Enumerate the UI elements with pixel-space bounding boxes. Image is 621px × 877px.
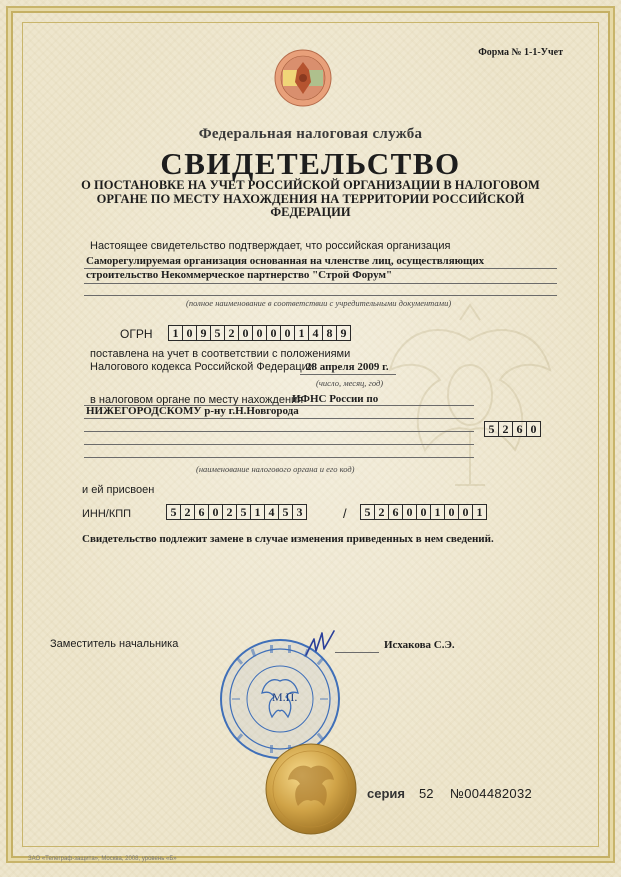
eagle-watermark [380, 300, 560, 500]
kpp-digit: 2 [375, 505, 389, 519]
org-name-hint: (полное наименование в соответствии с учредительными документами) [186, 298, 452, 308]
inn-kpp-slash: / [343, 506, 347, 521]
ogrn-digit: 0 [253, 326, 267, 340]
org-name-underline3 [84, 295, 557, 296]
inn-digit: 3 [296, 505, 303, 519]
inn-digit: 0 [209, 505, 223, 519]
inn-digit: 4 [265, 505, 279, 519]
kpp-digit: 0 [459, 505, 473, 519]
ogrn-digit: 0 [281, 326, 295, 340]
certificate-number: №004482032 [450, 786, 533, 801]
tax-office-code-digit: 5 [485, 422, 499, 436]
tax-office-hint: (наименование налогового органа и его код) [196, 464, 355, 474]
form-number: Форма № 1-1-Учет [478, 47, 563, 58]
org-name-line1: Саморегулируемая организация основанная на членстве лиц, осуществляющих [86, 255, 485, 267]
kpp-digit: 1 [431, 505, 445, 519]
ogrn-digit: 0 [267, 326, 281, 340]
date-underline [300, 374, 396, 375]
tax-office-code-digit: 6 [513, 422, 527, 436]
ogrn-digit: 9 [340, 326, 347, 340]
inn-cells [166, 504, 307, 520]
date-hint: (число, месяц, год) [316, 378, 384, 388]
series-value: 52 [419, 786, 434, 801]
notice-text: Свидетельство подлежит замене в случае изменения приведенных в нем сведений. [82, 533, 494, 545]
ogrn-cells [168, 325, 351, 341]
tax-office-code-cells [484, 421, 541, 437]
document-subtitle: О ПОСТАНОВКЕ НА УЧЕТ РОССИЙСКОЙ ОРГАНИЗАЦИИ В НАЛОГОВОМ ОРГАНЕ ПО МЕСТУ НАХОЖДЕНИЯ НА ТЕРРИТОРИИ РОССИЙСКОЙ ФЕДЕРАЦИИ [81, 178, 540, 219]
kpp-digit: 6 [389, 505, 403, 519]
inn-digit: 6 [195, 505, 209, 519]
inn-digit: 5 [167, 505, 181, 519]
tax-office-underline5 [84, 457, 474, 458]
gold-seal [264, 742, 358, 836]
kpp-digit: 0 [403, 505, 417, 519]
inn-kpp-label: ИНН/КПП [82, 508, 132, 520]
ogrn-digit: 4 [309, 326, 323, 340]
org-name-line2: строительство Некоммерческое партнерство "Строй Форум" [86, 269, 393, 281]
inn-digit: 1 [251, 505, 265, 519]
org-name-underline2 [84, 283, 557, 284]
document-title: СВИДЕТЕЛЬСТВО [160, 146, 461, 181]
ogrn-digit: 1 [169, 326, 183, 340]
handwritten-signature [300, 625, 340, 665]
ogrn-digit: 0 [239, 326, 253, 340]
agency-name: Федеральная налоговая служба [198, 126, 423, 142]
kpp-digit: 0 [417, 505, 431, 519]
ogrn-digit: 1 [295, 326, 309, 340]
kpp-digit: 1 [476, 505, 483, 519]
intro-text: Настоящее свидетельство подтверждает, что российская организация [90, 240, 451, 252]
ogrn-digit: 9 [197, 326, 211, 340]
tax-office-text: в налоговом органе по месту нахождения [90, 394, 304, 406]
hologram-emblem [273, 48, 333, 108]
ogrn-digit: 0 [183, 326, 197, 340]
kpp-cells [360, 504, 487, 520]
tax-office-name-line1: ИФНС России по [292, 393, 379, 405]
tax-office-code-digit: 2 [499, 422, 513, 436]
inn-digit: 5 [237, 505, 251, 519]
tax-office-underline3 [84, 431, 474, 432]
tax-office-underline4 [84, 444, 474, 445]
tax-office-code-digit: 0 [530, 422, 537, 436]
signatory-name: Исхакова С.Э. [384, 639, 455, 651]
official-position: Заместитель начальника [50, 638, 179, 650]
inn-digit: 2 [181, 505, 195, 519]
registration-date: 28 апреля 2009 г. [306, 361, 389, 373]
inn-digit: 2 [223, 505, 237, 519]
kpp-digit: 5 [361, 505, 375, 519]
tax-code-text: Налогового кодекса Российской Федерации [90, 361, 314, 373]
inn-digit: 5 [279, 505, 293, 519]
assigned-text: и ей присвоен [82, 484, 155, 496]
kpp-digit: 0 [445, 505, 459, 519]
ogrn-digit: 8 [323, 326, 337, 340]
ogrn-label: ОГРН [120, 327, 153, 341]
ogrn-digit: 2 [225, 326, 239, 340]
printer-note: ЗАО «Телеграф-защита», Москва, 2008, уровень «Б» [28, 856, 177, 862]
stamp-label: М.П. [272, 690, 298, 704]
tax-office-underline2 [84, 418, 474, 419]
ogrn-digit: 5 [211, 326, 225, 340]
series-label: серия [367, 786, 405, 801]
tax-office-name-line2: НИЖЕГОРОДСКОМУ р-ну г.Н.Новгорода [86, 405, 299, 417]
registered-text: поставлена на учет в соответствии с положениями [90, 348, 351, 360]
